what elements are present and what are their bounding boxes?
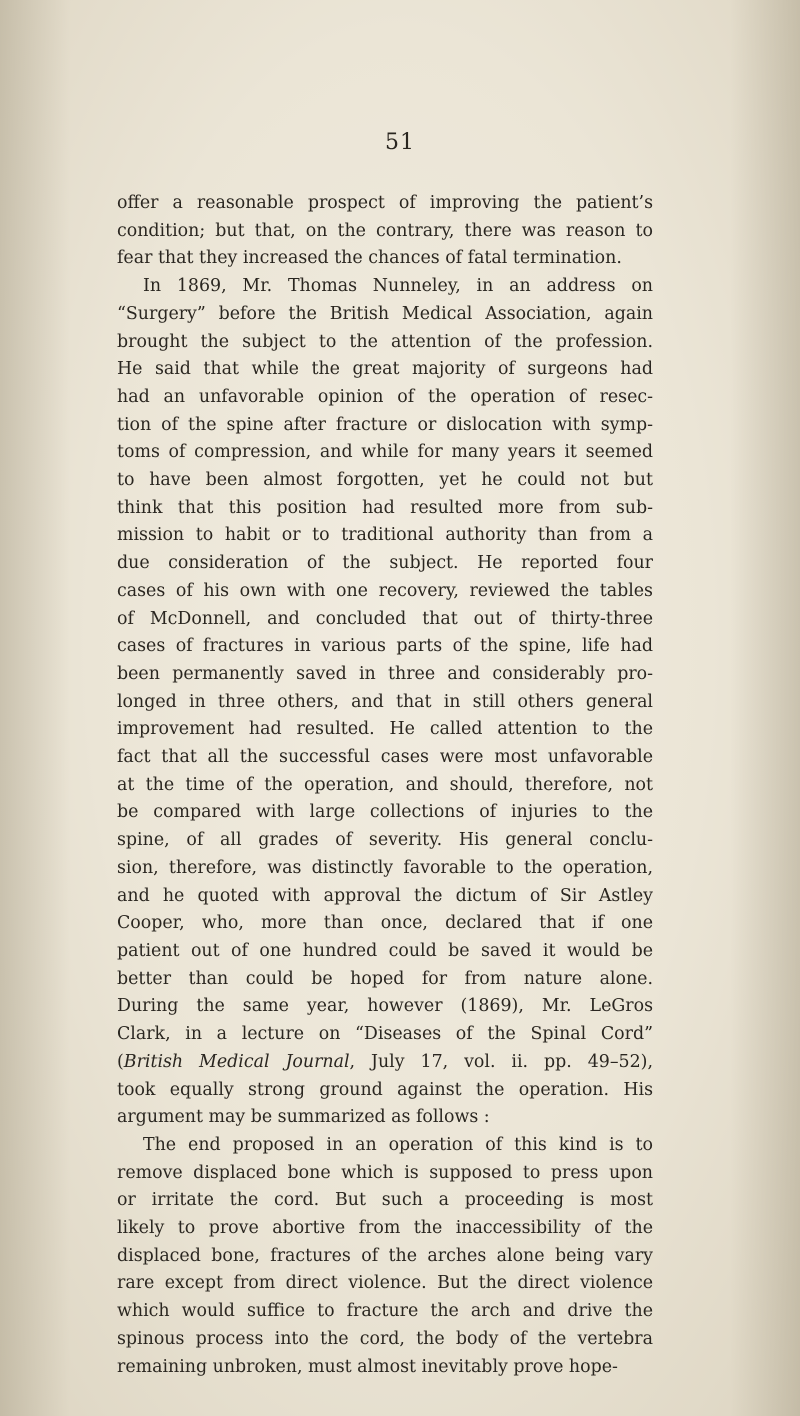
page-number: 51 (385, 130, 415, 155)
text-line: at the time of the operation, and should, therefore, not (117, 774, 653, 795)
text-line: fear that they increased the chances of fatal termination. (117, 248, 622, 269)
text-line: improvement had resulted. He called attention to the (117, 719, 653, 740)
text-line: rare except from direct violence. But the direct violence (117, 1273, 653, 1294)
text-line: In 1869, Mr. Thomas Nunneley, in an address on (143, 276, 653, 297)
text-line: tion of the spine after fracture or dislocation with symp- (117, 414, 653, 435)
text-line: of McDonnell, and concluded that out of thirty-three (117, 608, 653, 629)
text-line: fact that all the successful cases were most unfavorable (117, 747, 653, 768)
text-line: which would suffice to fracture the arch and drive the (117, 1301, 653, 1322)
text-line: due consideration of the subject. He reported four (117, 553, 653, 574)
text-line: cases of fractures in various parts of the spine, life had (117, 636, 653, 657)
text-line: He said that while the great majority of surgeons had (117, 359, 653, 380)
text-line: condition; but that, on the contrary, there was reason to (117, 220, 653, 241)
citation-rest: , July 17, vol. ii. pp. 49–52), (349, 1051, 653, 1072)
page-edge-shadow-left (0, 0, 70, 1416)
text-line: and he quoted with approval the dictum of Sir Astley (117, 885, 653, 906)
text-line: longed in three others, and that in still others general (117, 691, 653, 712)
text-line: to have been almost forgotten, yet he could not but (117, 470, 653, 491)
text-line: or irritate the cord. But such a proceeding is most (117, 1190, 653, 1211)
text-line: “Surgery” before the British Medical Association, again (117, 303, 653, 324)
page-edge-shadow-right (730, 0, 800, 1416)
text-line: Cooper, who, more than once, declared that if one (117, 913, 653, 934)
text-line-citation: (British Medical Journal, July 17, vol. ii. pp. 49–52), (117, 1051, 653, 1072)
paragraph-3 (117, 1132, 653, 1381)
text-line: took equally strong ground against the operation. His (117, 1079, 653, 1100)
text-line: toms of compression, and while for many years it seemed (117, 442, 653, 463)
body-text (117, 190, 653, 1381)
text-line: cases of his own with one recovery, reviewed the tables (117, 580, 653, 601)
text-line: During the same year, however (1869), Mr. LeGros (117, 996, 653, 1017)
text-line: spine, of all grades of severity. His general conclu- (117, 830, 653, 851)
text-line: Clark, in a lecture on “Diseases of the Spinal Cord” (117, 1024, 653, 1045)
text-line: think that this position had resulted more from sub- (117, 497, 653, 518)
journal-title: British Medical Journal (123, 1051, 350, 1072)
text-line: be compared with large collections of injuries to the (117, 802, 653, 823)
text-line: patient out of one hundred could be saved it would be (117, 940, 653, 961)
paragraph-2 (117, 273, 653, 1132)
text-line: spinous process into the cord, the body of the vertebra (117, 1328, 653, 1349)
text-line: offer a reasonable prospect of improving the patient’s (117, 193, 653, 213)
text-line: had an unfavorable opinion of the operation of resec- (117, 386, 653, 407)
text-line: remaining unbroken, must almost inevitably prove hope- (117, 1356, 618, 1377)
text-line: mission to habit or to traditional authority than from a (117, 525, 653, 546)
text-line: better than could be hoped for from nature alone. (117, 968, 653, 989)
text-line: The end proposed in an operation of this kind is to (143, 1134, 653, 1155)
paragraph-1 (117, 190, 653, 273)
text-line: likely to prove abortive from the inaccessibility of the (117, 1218, 653, 1239)
text-line: argument may be summarized as follows : (117, 1107, 490, 1128)
text-line: been permanently saved in three and considerably pro- (117, 663, 653, 684)
text-line: remove displaced bone which is supposed to press upon (117, 1162, 653, 1183)
text-line: displaced bone, fractures of the arches alone being vary (117, 1245, 653, 1266)
text-line: brought the subject to the attention of the profession. (117, 331, 653, 352)
text-line: sion, therefore, was distinctly favorable to the operation, (117, 857, 653, 878)
